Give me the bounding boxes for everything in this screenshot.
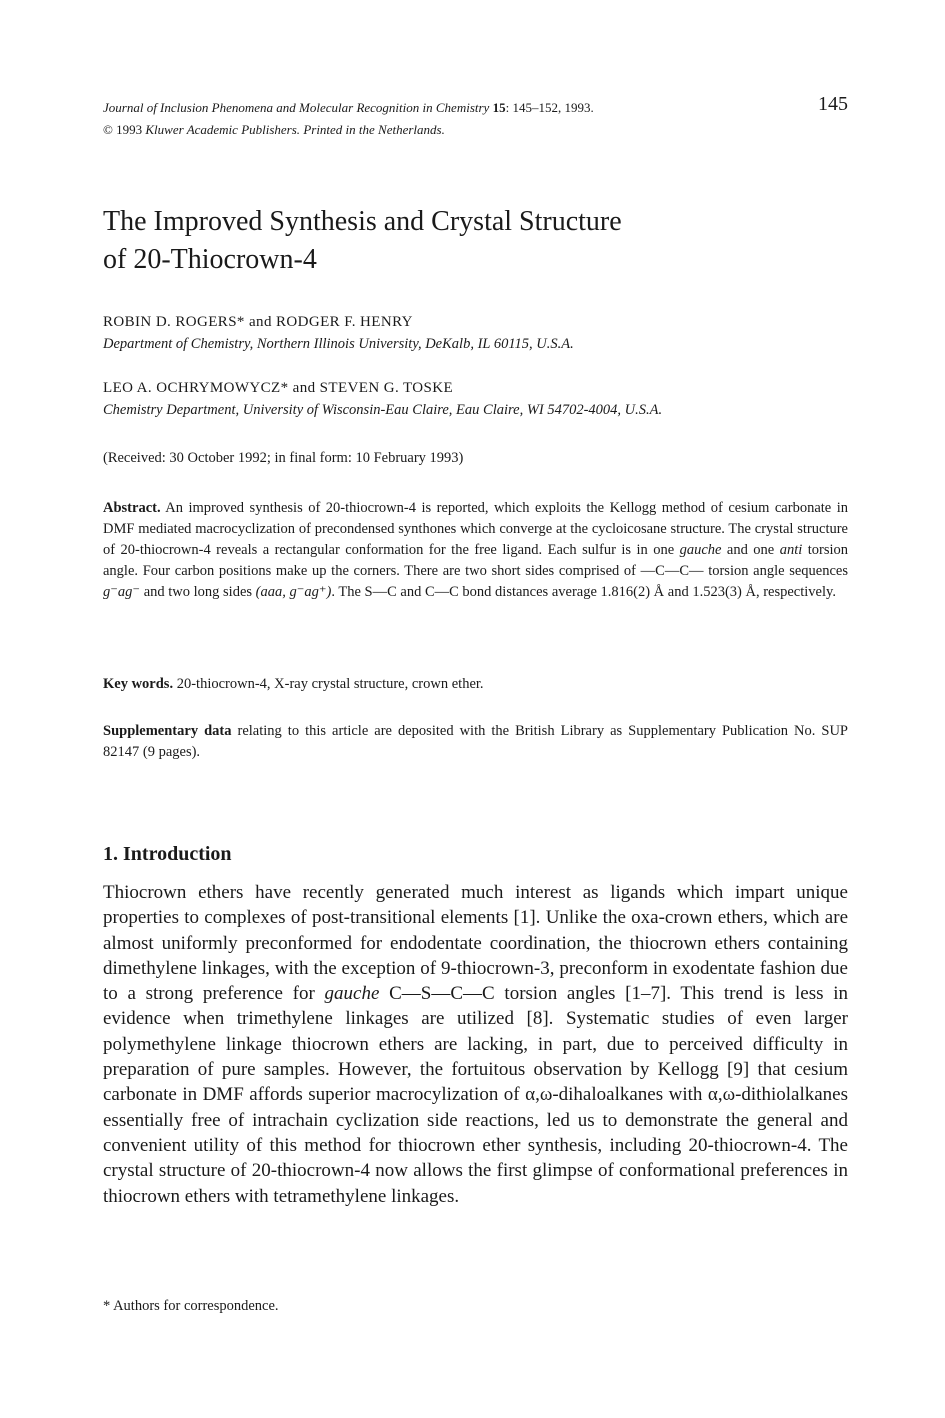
abstract bbox=[103, 498, 848, 603]
abstract-gauche: gauche bbox=[679, 542, 722, 558]
abstract-label: Abstract. bbox=[103, 500, 161, 516]
keywords-label: Key words. bbox=[103, 676, 174, 692]
abstract-text-3: torsion angle. Four carbon positions make up the corners. There are two short sides comprised of —C—C— torsion angle sequences bbox=[103, 542, 848, 579]
keywords-text: 20-thiocrown-4, X-ray crystal structure, crown ether. bbox=[173, 676, 484, 692]
article-title bbox=[103, 203, 863, 279]
journal-citation bbox=[103, 97, 763, 141]
affiliation-2: Chemistry Department, University of Wisconsin-Eau Claire, Eau Claire, WI 54702-4004, U.S.A. bbox=[103, 402, 663, 418]
intro-text-2: C—S—C—C torsion angles [1–7]. This trend is less in evidence when trimethylene linkages are utilized [8]. Systematic studies of even larger polymethylene linkage thiocrown ethers are lacking, in part, due to perceived difficulty in preparation of pure samples. However, the fortuitous observation by Kellogg [9] that cesium carbonate in DMF affords superior macrocylization of α,ω-dihaloalkanes with α,ω-dithiolalkanes essentially free of intrachain cyclization side reactions, led us to demonstrate the general and convenient utility of this method for thiocrown ether synthesis, including 20-thiocrown-4. The crystal structure of 20-thiocrown-4 now allows the first glimpse of conformational preferences in thiocrown ethers with tetramethylene linkages. bbox=[103, 983, 849, 1207]
supplementary-data bbox=[103, 721, 848, 763]
received-dates: (Received: 30 October 1992; in final form: 10 February 1993) bbox=[103, 450, 464, 466]
title-line-1: The Improved Synthesis and Crystal Structure bbox=[103, 206, 622, 237]
intro-text-1: Thiocrown ethers have recently generated much interest as ligands which impart unique properties to complexes of post-transitional elements [1]. Unlike the oxa-crown ethers, which are almost uniformly preconformed for endodentate coordination, the thiocrown ethers containing dimethylene linkages, with the exception of 9-thiocrown-3, preconform in exodentate fashion due to a strong preference for bbox=[103, 882, 848, 1005]
printed-location: Printed in the Netherlands. bbox=[303, 122, 445, 137]
abstract-sequence-2: (aaa, g⁻ag⁺) bbox=[255, 584, 332, 600]
journal-name: Journal of Inclusion Phenomena and Molecular Recognition in Chemistry bbox=[103, 100, 490, 115]
keywords bbox=[103, 674, 848, 695]
copyright-year: 1993 bbox=[116, 122, 143, 137]
abstract-anti: anti bbox=[779, 542, 803, 558]
abstract-sequence-1: g⁻ag⁻ bbox=[103, 584, 141, 600]
introduction-body bbox=[103, 880, 848, 1209]
publisher: Kluwer Academic Publishers. bbox=[145, 122, 301, 137]
abstract-text-4: and two long sides bbox=[140, 584, 256, 600]
journal-volume: 15 bbox=[492, 100, 506, 115]
authors-group-1: ROBIN D. ROGERS* and RODGER F. HENRY bbox=[103, 314, 413, 330]
journal-pages-year: : 145–152, 1993. bbox=[505, 100, 594, 115]
footnote: * Authors for correspondence. bbox=[103, 1298, 279, 1314]
affiliation-1: Department of Chemistry, Northern Illinois University, DeKalb, IL 60115, U.S.A. bbox=[103, 336, 574, 352]
supplementary-label: Supplementary data bbox=[103, 723, 232, 739]
page-number: 145 bbox=[818, 93, 848, 115]
section-heading-introduction: 1. Introduction bbox=[103, 843, 232, 865]
supplementary-text: relating to this article are deposited with the British Library as Supplementary Publication No. SUP 82147 (9 pages). bbox=[103, 723, 848, 760]
authors-group-2: LEO A. OCHRYMOWYCZ* and STEVEN G. TOSKE bbox=[103, 380, 454, 396]
intro-gauche: gauche bbox=[324, 983, 380, 1005]
title-line-2: of 20-Thiocrown-4 bbox=[103, 244, 317, 275]
copyright-symbol: © bbox=[103, 122, 113, 137]
abstract-text-5: . The S—C and C—C bond distances average 1.816(2) Å and 1.523(3) Å, respectively. bbox=[331, 584, 836, 600]
abstract-text-1: An improved synthesis of 20-thiocrown-4 is reported, which exploits the Kellogg method of cesium carbonate in DMF mediated macrocyclization of precondensed synthones which converge at the cycloicosane structure. The crystal structure of 20-thiocrown-4 reveals a rectangular conformation for the free ligand. Each sulfur is in one bbox=[103, 500, 848, 558]
abstract-text-2: and one bbox=[721, 542, 780, 558]
